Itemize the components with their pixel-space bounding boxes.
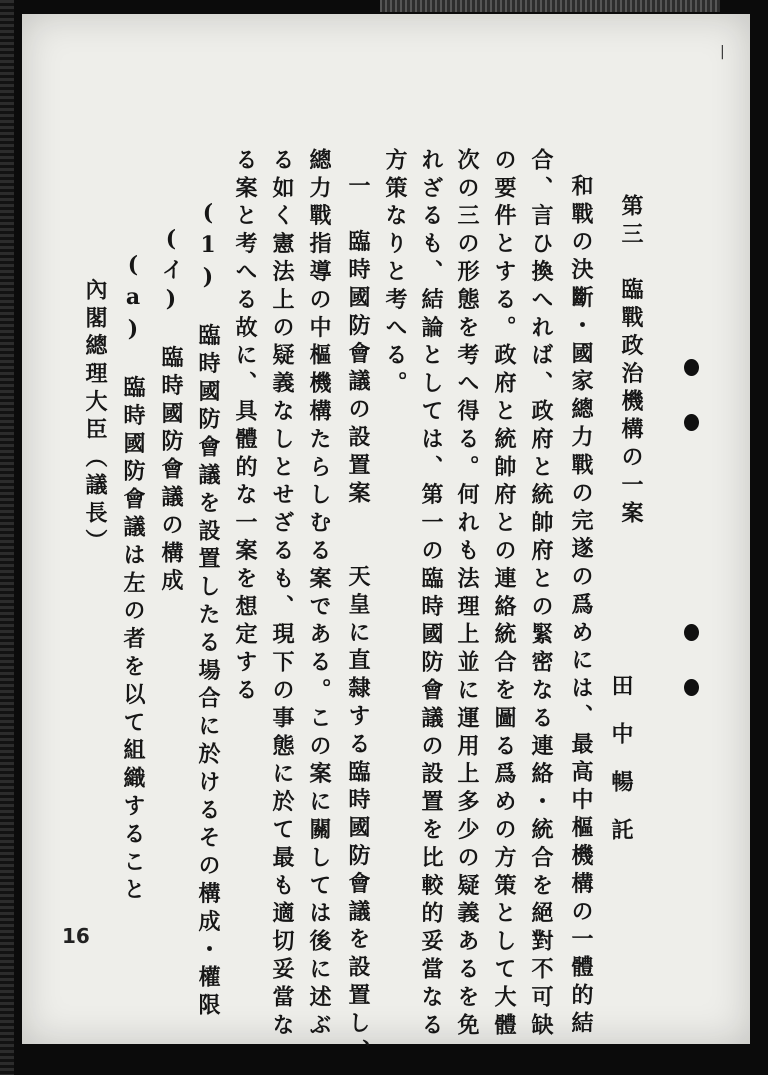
text-column: (a) 臨時國防會議は左の者を以て組織すること [120,252,146,906]
scan-top-strip [380,0,720,12]
text-column: の要件とする。政府と統帥府との連絡統合を圖る爲めの方策として大體 [491,148,517,1041]
text-column: 和戰の決斷・國家總力戰の完遂の爲めには、最高中樞機構の一體的結 [568,174,594,1039]
text-column: 內閣總理大臣（議長） [82,278,108,557]
document-page [22,14,750,1067]
text-column: (1) 臨時國防會議を設置したる場合に於けるその構成・權限 [195,200,221,1022]
document-author: 田中暢託 [608,674,634,866]
text-column: 次の三の形態を考へ得る。何れも法理上並に運用上多少の疑義あるを免 [454,148,480,1041]
text-column: る如く憲法上の疑義なしとせざるも、現下の事態に於て最も適切妥當な [269,148,295,1041]
binding-hole [684,679,699,696]
page-number: 16 [62,924,90,948]
corner-mark: | [720,44,725,60]
binding-hole [684,414,699,431]
text-column: 合、言ひ換へれば、政府と統帥府との緊密なる連絡・統合を絕對不可缺 [528,148,554,1041]
text-column: る案と考へる故に、具體的な一案を想定する [232,148,258,706]
scan-edge [0,0,14,1075]
text-column: (イ) 臨時國防會議の構成 [158,226,184,597]
text-column: 方策なりと考へる。 [382,148,408,400]
text-column: 總力戰指導の中樞機構たらしむる案である。この案に關しては後に述ぶ [306,148,332,1041]
text-column: 一 臨時國防會議の設置案 天皇に直隸する臨時國防會議を設置し、 [345,174,371,1067]
binding-hole [684,624,699,641]
binding-hole [684,359,699,376]
document-title: 第三 臨戰政治機構の一案 [618,194,644,529]
text-column: れざるも、結論としては、第一の臨時國防會議の設置を比較的妥當なる [418,148,444,1041]
